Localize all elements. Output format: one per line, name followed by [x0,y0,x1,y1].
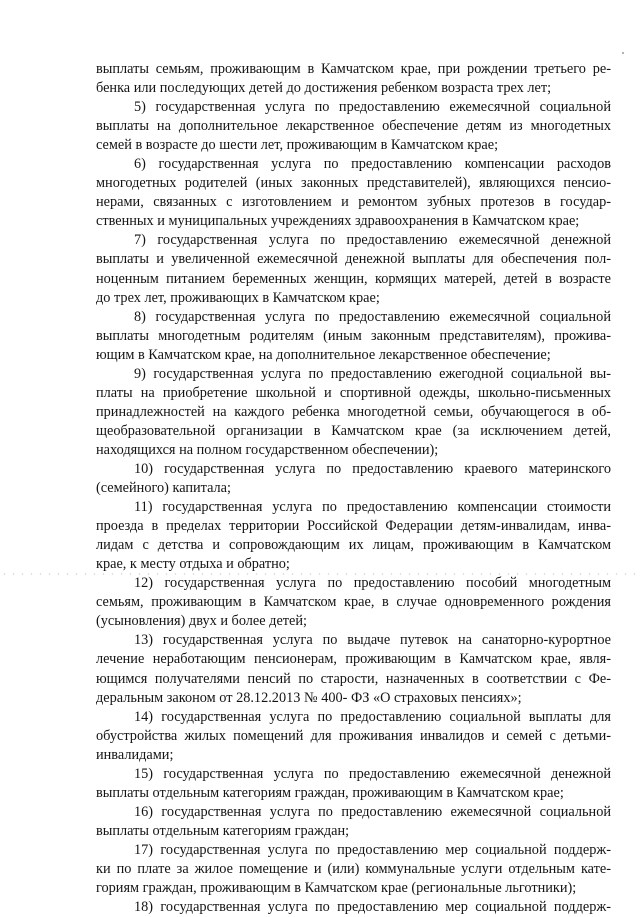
text-line: 8) государственная услуга по предоставлению ежемесячной социальной [134,308,611,325]
text-line: семей в возрасте до шести лет, проживающим в Камчатском крае; [96,137,499,154]
text-line: выплаты многодетным родителям (иным законным представителям), прожива- [96,327,611,344]
text-line: 17) государственная услуга по предоставлению мер социальной поддерж- [134,841,611,858]
text-line: 16) государственная услуга по предоставлению ежемесячной социальной [134,803,611,820]
text-line: 13) государственная услуга по выдаче путевок на санаторно-курортное [134,632,611,649]
text-line: многодетных родителей (иных законных представителей), являющихся пенсио- [96,175,611,192]
text-line: бенка или последующих детей до достижения ребенком возраста трех лет; [96,80,552,97]
text-line: 10) государственная услуга по предоставлению краевого материнского [134,460,611,477]
text-line: крае, к месту отдыха и обратно; [96,556,290,573]
text-line: 5) государственная услуга по предоставлению ежемесячной социальной [134,99,611,116]
text-line: (семейного) капитала; [96,480,231,497]
text-line: ственных и муниципальных учреждениях здравоохранения в Камчатском крае; [96,213,580,230]
text-line: щеобразовательной организации в Камчатском крае (за исключением детей, [96,422,611,439]
text-line: лидам с детства и сопровождающим их лицам, проживающим в Камчатском [96,537,611,554]
text-line: выплаты и увеличенной ежемесячной денежной выплаты для обеспечения пол- [96,251,611,268]
text-line: (усыновления) двух и более детей; [96,613,308,630]
text-line: деральным законом от 28.12.2013 № 400- ФЗ «О страховых пенсиях»; [96,689,522,706]
text-line: гориям граждан, проживающим в Камчатском крае (региональные льготники); [96,880,577,897]
text-line: выплаты отдельным категориям граждан, проживающим в Камчатском крае; [96,784,564,801]
text-line: нерами, связанных с изготовлением и ремонтом зубных протезов в государ- [96,194,611,211]
text-line: 15) государственная услуга по предоставлению ежемесячной денежной [134,765,611,782]
text-line: 6) государственная услуга по предоставлению компенсации расходов [134,156,611,173]
text-line: обустройства жилых помещений для проживания инвалидов и семей с детьми- [96,727,611,744]
text-line: ноценным питанием беременных женщин, кормящих матерей, детей в возрасте [96,270,611,287]
text-line: находящихся на полном государственном обеспечении); [96,441,439,458]
text-line: 18) государственная услуга по предоставлению мер социальной поддерж- [134,899,611,916]
text-line: 11) государственная услуга по предоставлению компенсации стоимости [134,499,611,516]
text-line: семьям, проживающим в Камчатском крае, в случае одновременного рождения [96,594,611,611]
text-line: выплаты отдельным категориям граждан; [96,822,350,839]
text-line: ющимся получателями пенсий по старости, назначенных в соответствии с Фе- [96,670,611,687]
text-line: 7) государственная услуга по предоставлению ежемесячной денежной [134,232,611,249]
text-line: до трех лет, проживающих в Камчатском крае; [96,289,380,306]
text-line: 9) государственная услуга по предоставлению ежегодной социальной вы- [134,365,611,382]
text-line: инвалидами; [96,746,174,763]
text-line: выплаты на дополнительное лекарственное обеспечение детям из многодетных [96,118,611,135]
text-line: принадлежностей на каждого ребенка многодетной семьи, обучающегося в об- [96,403,611,420]
text-line: проезда в пределах территории Российской Федерации детям-инвалидам, инва- [96,518,611,535]
scan-speck [622,52,624,54]
text-line: ки по плате за жилое помещение и (или) коммунальные услуги отдельным кате- [96,860,611,877]
text-line: выплаты семьям, проживающим в Камчатском крае, при рождении третьего ре- [96,61,611,77]
text-line: 12) государственная услуга по предоставлению пособий многодетным [134,575,611,592]
text-line: ющим в Камчатском крае, на дополнительное лекарственное обеспечение; [96,346,551,363]
document-body [96,60,611,917]
text-line: платы на приобретение школьной и спортивной одежды, школьно-письменных [96,384,611,401]
text-line: 14) государственная услуга по предоставлению социальной выплаты для [134,708,611,725]
text-line: лечение неработающим пенсионерам, проживающим в Камчатском крае, явля- [96,651,611,668]
